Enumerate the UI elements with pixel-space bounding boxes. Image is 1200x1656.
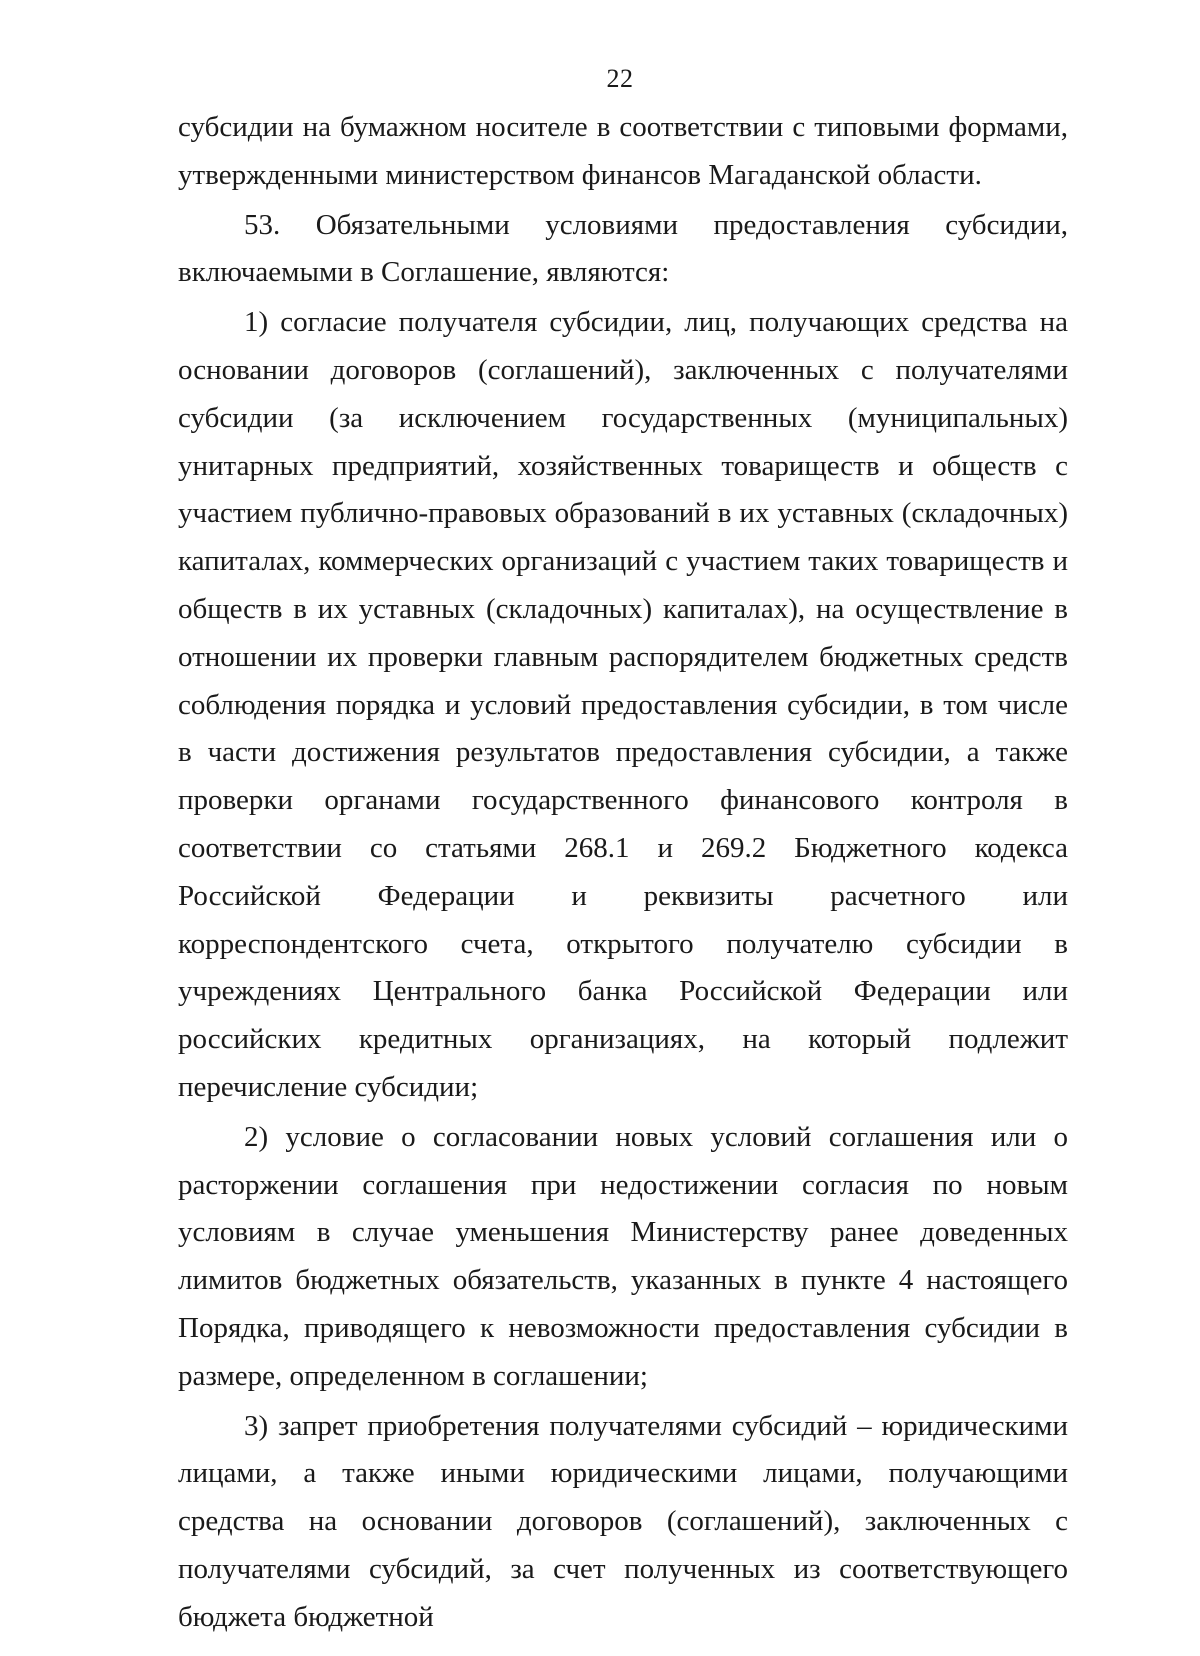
paragraph-item-53: 53. Обязательными условиями предоставления субсидии, включаемыми в Соглашение, являются: — [178, 208, 1068, 289]
page-number: 22 — [606, 64, 634, 93]
paragraph-continuation: субсидии на бумажном носителе в соответствии с типовыми формами, утвержденными министерством финансов Магаданской области. — [178, 111, 1068, 191]
document-body — [178, 104, 1068, 1642]
paragraph-subitem-2: 2) условие о согласовании новых условий соглашения или о расторжении соглашения при недостижении согласия по новым условиям в случае уменьшения Министерству ранее доведенных лимитов бюджетных обязательств, указанных в пункте 4 настоящего Порядка, приводящего к невозможности предоставления субсидии в размере, определенном в соглашении; — [178, 1120, 1068, 1392]
paragraph-subitem-1: 1) согласие получателя субсидии, лиц, получающих средства на основании договоров (соглашений), заключенных с получателями субсидии (за исключением государственных (муниципальных) унитарных предприятий, хозяйственных товариществ и обществ с участием публично-правовых образований в их уставных (складочных) капиталах, коммерческих организаций с участием таких товариществ и обществ в их уставных (складочных) капиталах), на осуществление в отношении их проверки главным распорядителем бюджетных средств соблюдения порядка и условий предоставления субсидии, в том числе в части достижения результатов предоставления субсидии, а также проверки органами государственного финансового контроля в соответствии со статьями 268.1 и 269.2 Бюджетного кодекса Российской Федерации и реквизиты расчетного или корреспондентского счета, открытого получателю субсидии в учреждениях Центрального банка Российской Федерации или российских кредитных организациях, на который подлежит перечисление субсидии; — [178, 306, 1068, 1103]
paragraph-subitem-3: 3) запрет приобретения получателями субсидий – юридическими лицами, а также иными юридическими лицами, получающими средства на основании договоров (соглашений), заключенных с получателями субсидий, за счет полученных из соответствующего бюджета бюджетной — [178, 1409, 1068, 1633]
